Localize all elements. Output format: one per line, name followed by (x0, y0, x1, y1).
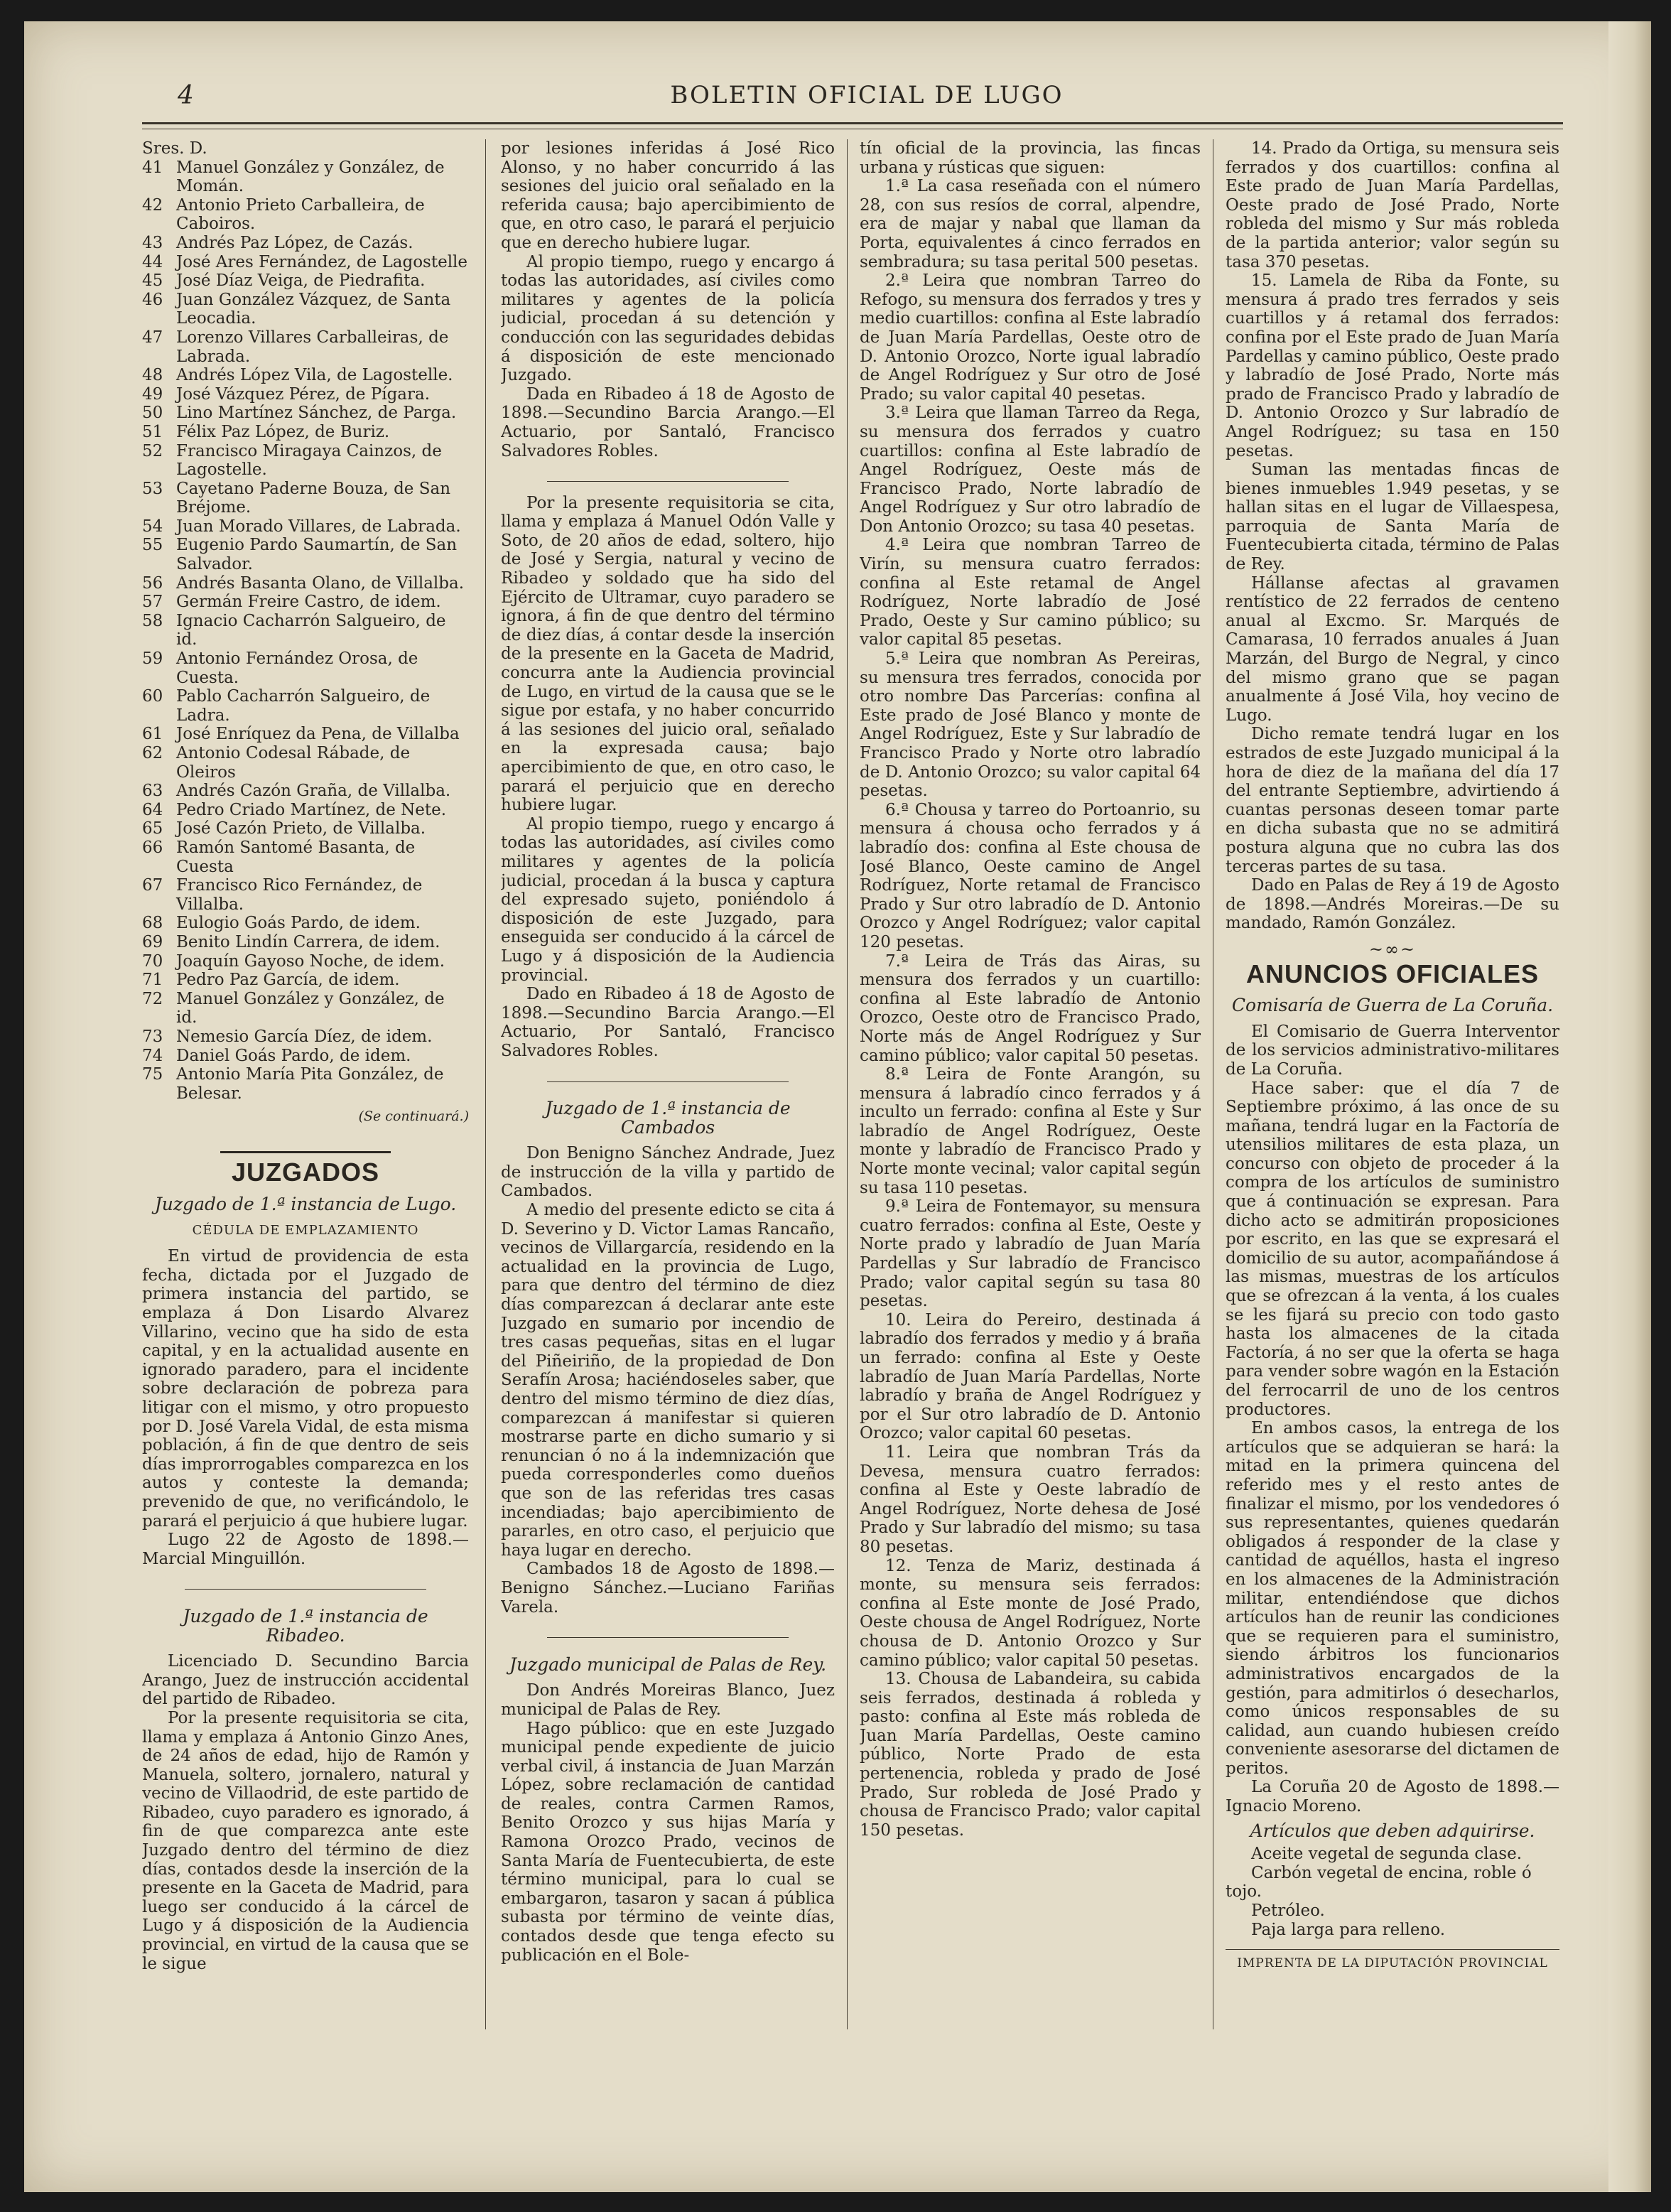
juror-list-item (142, 819, 469, 838)
juror-number: 50 (142, 404, 163, 423)
juror-name: José Ares Fernández, de Lagostelle (176, 252, 468, 271)
notice-rule (501, 468, 835, 487)
juror-number: 75 (142, 1065, 163, 1084)
notice-paragraph: En ambos casos, la entrega de los artículos que se adquieran se hará: la mitad en la primera quincena del referido mes y el resto antes de finalizar el mismo, por los vendedores ó sus representantes, quienes quedarán obligados á responder de la clase y cantidad de aquéllos, hasta el ingreso en los almacenes de la Administración militar, entendiéndose que dichos artículos han de reunir las condiciones que se requieren para el suministro, siendo árbitros los funcionarios administrativos encargados de la gestión, para admitirlos ó desecharlos, como únicos responsables de su calidad, aun cuando hubiesen creído conveniente asesorarse del dictamen de peritos. (1226, 1419, 1559, 1778)
column-2 (501, 139, 835, 2029)
imprint: IMPRENTA DE LA DIPUTACIÓN PROVINCIAL (1237, 1956, 1548, 1971)
property-item: 12. Tenza de Mariz, destinada á monte, su mensura seis ferrados: confina al Este monte de José Prado, Oeste chousa de Angel Rodríguez, Norte chousa de D. Antonio Orozco y Sur camino público; valor capital 50 pesetas. (860, 1556, 1201, 1670)
column-3 (860, 139, 1201, 2029)
separator (142, 1139, 469, 1158)
juror-number: 73 (142, 1027, 163, 1046)
juror-number: 54 (142, 517, 163, 536)
notice-rule (142, 1575, 469, 1595)
notice-paragraph: A medio del presente edicto se cita á D. Severino y D. Victor Lamas Rancaño, vecinos de Villargarcía, residendo en la actualidad en la provincia de Lugo, para que dentro del término de diez días comparezcan á declarar ante este Juzgado en sumario por incendio de tres casas pequeñas, sitas en el lugar del Piñeiriño, de la propiedad de Don Serafín Arosa; haciéndoseles saber, que dentro del mismo término de diez días, comparezcan á manifestar si quieren mostrarse parte en dicho sumario y si renuncian ó no á la indemnización que pueda corresponderles como dueños que son de las referidas tres casas incendiadas; bajo apercibimiento de pararles, en otro caso, el perjuicio que haya lugar en derecho. (501, 1201, 835, 1560)
property-item: 3.ª Leira que llaman Tarreo da Rega, su mensura dos ferrados y cuatro cuartillos: confina al Este labradío de Angel Rodríguez, Oeste más de Francisco Prado, Norte labradío de Angel Rodríguez y Sur otro labradío de Don Antonio Orozco; su tasa 40 pesetas. (860, 404, 1201, 536)
footer-rule (1226, 1949, 1559, 1950)
juror-name: Juan Morado Villares, de Labrada. (176, 517, 461, 536)
notice-paragraph: El Comisario de Guerra Interventor de los servicios administrativo-militares de La Coruña. (1226, 1022, 1559, 1079)
juror-number: 68 (142, 914, 163, 933)
property-item: 13. Chousa de Labandeira, su cabida seis ferrados, destinada á robleda y pasto: confina al Este más robleda de Juan María Pardellas, Oeste camino público, Norte Prado de esta pertenencia, robleda y prado de José Prado, Sur robleda de José Prado y chousa de Francisco Prado; valor capital 150 pesetas. (860, 1670, 1201, 1840)
juror-number: 59 (142, 649, 163, 669)
juror-name: Nemesio García Díez, de idem. (176, 1027, 433, 1046)
notice-paragraph: Por la presente requisitoria se cita, llama y emplaza á Manuel Odón Valle y Soto, de 20 años de edad, soltero, hijo de José y Sergia, natural y vecino de Ribadeo y soldado que ha sido del Ejército de Ultramar, cuyo paradero se ignora, á fin de que dentro del término de diez días, á contar desde la inserción de la presente en la Gaceta de Madrid, concurra ante la Audiencia provincial de Lugo, en virtud de la causa que se le sigue por estafa, y no haber concurrido á las sesiones del juicio oral, señalado en la expresada causa; bajo apercibimiento de que, en otro caso, le parará el perjuicio que en derecho hubiere lugar. (501, 493, 835, 815)
juror-number: 52 (142, 441, 163, 460)
juror-number: 51 (142, 422, 163, 441)
juror-list-item (142, 536, 469, 573)
juror-number: 67 (142, 876, 163, 895)
article-item: Paja larga para relleno. (1251, 1920, 1446, 1939)
juror-name: Ramón Santomé Basanta, de Cuesta (176, 838, 416, 876)
notice-paragraph: Don Andrés Moreiras Blanco, Juez municipal de Palas de Rey. (501, 1681, 835, 1719)
juror-name: Andrés Paz López, de Cazás. (176, 233, 413, 252)
ornament-divider: ~∞~ (1368, 939, 1417, 959)
juror-name: Pablo Cacharrón Salgueiro, de Ladra. (176, 687, 431, 725)
juror-list-item (142, 1047, 469, 1066)
juror-number: 56 (142, 573, 163, 593)
property-item: 15. Lamela de Riba da Fonte, su mensura á prado tres ferrados y seis cuartillos y á retamal dos ferrados: confina por el Este prado de Juan María Pardellas y camino público, Oeste prado y labradío de José Prado, Norte más prado de Francisco Prado y labradío de D. Antonio Orozco y Sur labradío de Angel Rodríguez; su tasa en 150 pesetas. (1226, 271, 1559, 460)
juror-number: 63 (142, 782, 163, 801)
juror-name: Andrés Basanta Olano, de Villalba. (176, 573, 465, 593)
juror-list-item (142, 442, 469, 480)
property-item: 14. Prado da Ortiga, su mensura seis ferrados y dos cuartillos: confina al Este prado de Juan María Pardellas, Oeste prado de José Prado, Norte robleda del mismo y Sur más robleda de la partida anterior; valor según su tasa 370 pesetas. (1226, 139, 1559, 271)
juror-name: Eulogio Goás Pardo, de idem. (176, 914, 421, 933)
court-heading: Comisaría de Guerra de La Coruña. (1231, 995, 1554, 1016)
page-number: 4 (178, 81, 194, 110)
juror-list-item (142, 404, 469, 423)
juror-list-item (142, 725, 469, 744)
juror-name: José Vázquez Pérez, de Pígara. (176, 384, 431, 404)
notice-signature: Cambados 18 de Agosto de 1898.—Benigno Sánchez.—Luciano Fariñas Varela. (501, 1560, 835, 1617)
juror-number: 66 (142, 838, 163, 857)
juror-name: Andrés Cazón Graña, de Villalba. (176, 782, 451, 801)
section-title-juzgados: JUZGADOS (231, 1158, 380, 1187)
juror-number: 64 (142, 800, 163, 819)
juror-list-item (142, 971, 469, 990)
juror-name: Lorenzo Villares Carballeiras, de Labrada. (176, 328, 449, 366)
property-item: 6.ª Chousa y tarreo do Portoanrio, su mensura á chousa ocho ferrados y á labradío dos: confina al Este chousa de José Blanco, Oeste camino de Angel Rodríguez, Norte retamal de Francisco Prado y Sur otro labradío de D. Antonio Orozco y Angel Rodríguez; valor capital 120 pesetas. (860, 800, 1201, 951)
juror-number: 41 (142, 158, 163, 177)
juror-number: 62 (142, 744, 163, 762)
juror-list-item (142, 801, 469, 820)
juror-list-item (142, 838, 469, 876)
juror-list-item (142, 914, 469, 933)
court-heading: Juzgado de 1.ª instancia de Ribadeo. (183, 1605, 428, 1646)
juror-name: Ignacio Cacharrón Salgueiro, de id. (176, 611, 446, 649)
juror-list-item (142, 196, 469, 234)
notice-signature: Lugo 22 de Agosto de 1898.—Marcial Minguillón. (142, 1531, 469, 1568)
juror-list-item (142, 158, 469, 196)
juror-name: Antonio Codesal Rábade, de Oleiros (176, 744, 411, 782)
juror-list-item (142, 234, 469, 253)
notice-paragraph: tín oficial de la provincia, las fincas urbana y rústicas que siguen: (860, 139, 1201, 177)
juror-list-item (142, 366, 469, 385)
juror-number: 74 (142, 1046, 163, 1065)
juror-number: 43 (142, 233, 163, 252)
juror-number: 55 (142, 536, 163, 555)
juror-list-item (142, 687, 469, 725)
juror-name: Antonio Prieto Carballeira, de Caboiros. (176, 195, 425, 234)
juror-name: José Cazón Prieto, de Villalba. (176, 819, 426, 838)
notice-signature: Dado en Ribadeo á 18 de Agosto de 1898.—Secundino Barcia Arango.—El Actuario, Por Santaló, Francisco Salvadores Robles. (501, 985, 835, 1060)
notice-paragraph: Por la presente requisitoria se cita, llama y emplaza á Antonio Ginzo Anes, de 24 años de edad, hijo de Ramón y Manuela, soltero, jornalero, natural y vecino de Villaodrid, de este partido de Ribadeo, cuyo paradero es ignorado, á fin de que comparezca ante este Juzgado dentro del término de diez días, contados desde la inserción de la presente en la Gaceta de Madrid, para luego ser conducido á la cárcel de Lugo y á disposición de la Audiencia provincial, en virtud de la causa que se le sigue (142, 1708, 469, 1973)
property-item: 4.ª Leira que nombran Tarreo de Virín, su mensura cuatro ferrados: confina al Este retamal de Angel Rodríguez, Norte labradío de José Prado, Oeste y Sur camino público; su valor capital 85 pesetas. (860, 536, 1201, 649)
juror-list-item (142, 271, 469, 291)
juror-name: Manuel González y González, de Momán. (176, 158, 445, 196)
juror-name: Manuel González y González, de id. (176, 989, 445, 1027)
juror-list-item (142, 876, 469, 914)
property-item: 5.ª Leira que nombran As Pereiras, su mensura tres ferrados, conocida por otro nombre Das Parcerías: confina al Este prado de José Blanco y monte de Angel Rodríguez, Este y Sur labradío de Francisco Prado y Norte otro labradío de D. Antonio Orozco; su valor capital 64 pesetas. (860, 649, 1201, 801)
juror-list-item (142, 744, 469, 782)
juror-name: Pedro Criado Martínez, de Nete. (176, 800, 447, 819)
juror-name: Félix Paz López, de Buriz. (176, 422, 390, 441)
header-rule (142, 122, 1563, 129)
property-item: 9.ª Leira de Fontemayor, su mensura cuatro ferrados: confina al Este, Oeste y Norte prado y labradío de Juan María Pardellas y Sur labradío de Francisco Prado; valor capital según su tasa 80 pesetas. (860, 1197, 1201, 1311)
juror-list-item (142, 952, 469, 971)
article-item: Petróleo. (1251, 1901, 1325, 1921)
juror-list (142, 158, 469, 1104)
juror-name: Eugenio Pardo Saumartín, de San Salvador. (176, 536, 458, 574)
binding-edge (1608, 21, 1651, 2192)
juror-list-item (142, 1065, 469, 1103)
juror-list-item (142, 253, 469, 272)
juror-list-item (142, 385, 469, 404)
juror-name: Daniel Goás Pardo, de idem. (176, 1046, 411, 1065)
court-heading: Juzgado de 1.ª instancia de Lugo. (154, 1194, 457, 1215)
property-item: 1.ª La casa reseñada con el número 28, con sus resíos de corral, alpendre, era de majar y nabal que llaman da Porta, equivalentes á cinco ferrados en sembradura; su tasa perital 500 pesetas. (860, 177, 1201, 271)
notice-paragraph: Suman las mentadas fincas de bienes inmuebles 1.949 pesetas, y se hallan sitas en el lugar de Villaespesa, parroquia de Santa María de Fuentecubierta citada, término de Palas de Rey. (1226, 460, 1559, 574)
notice-paragraph: Hago público: que en este Juzgado municipal pende expediente de juicio verbal civil, á instancia de Juan Marzán López, sobre reclamación de cantidad de reales, contra Carmen Ramos, Benito Orozco y sus hijas María y Ramona Orozco Prado, vecinos de Santa María de Fuentecubierta, de este término municipal, para lo cual se embargaron, tasaron y sacan á pública subasta por término de veinte días, contados desde que tenga efecto su publicación en el Bole- (501, 1719, 835, 1965)
column-1 (142, 139, 469, 2029)
juror-list-item (142, 612, 469, 649)
page-title: BOLETIN OFICIAL DE LUGO (670, 81, 1064, 109)
property-item: 2.ª Leira que nombran Tarreo do Refogo, su mensura dos ferrados y tres y medio cuartillos: confina al Este labradío de Juan María Pardellas, Oeste otro de D. Antonio Orozco, Norte igual labradío de Angel Rodríguez y Sur otro de José Prado; su valor capital 40 pesetas. (860, 271, 1201, 404)
juror-name: Joaquín Gayoso Noche, de idem. (176, 951, 445, 971)
page-header (142, 77, 1591, 119)
juror-name: Francisco Miragaya Cainzos, de Lagostelle. (176, 441, 442, 480)
property-item: 8.ª Leira de Fonte Arangón, su mensura á labradío cinco ferrados y á inculto un ferrado: confina al Este y Sur labradío de Angel Rodríguez, Oeste monte y labradío de Francisco Prado y Norte monte vecinal; valor capital según su tasa 110 pesetas. (860, 1065, 1201, 1197)
property-item: 7.ª Leira de Trás das Airas, su mensura dos ferrados y un cuartillo: confina al Este labradío de Antonio Orozco, Oeste otro de Francisco Prado, Norte más de Angel Rodríguez y Sur camino público; valor capital 50 pesetas. (860, 951, 1201, 1065)
notice-paragraph: por lesiones inferidas á José Rico Alonso, y no haber concurrido á las sesiones del juicio oral señalado en la referida causa; bajo apercibimiento de que, en otro caso, le parará el perjuicio que en derecho hubiere lugar. (501, 139, 835, 252)
juror-name: Cayetano Paderne Bouza, de San Bréjome. (176, 479, 451, 517)
notice-paragraph: Licenciado D. Secundino Barcia Arango, Juez de instrucción accidental del partido de Ribadeo. (142, 1652, 469, 1709)
notice-signature: Dada en Ribadeo á 18 de Agosto de 1898.—Secundino Barcia Arango.—El Actuario, por Santaló, Francisco Salvadores Robles. (501, 384, 835, 460)
juror-name: José Enríquez da Pena, de Villalba (176, 725, 460, 744)
juror-number: 60 (142, 687, 163, 706)
continued-note: (Se continuará.) (358, 1108, 469, 1125)
notice-signature: Dado en Palas de Rey á 19 de Agosto de 1898.—Andrés Moreiras.—De su mandado, Ramón González. (1226, 876, 1559, 933)
juror-name: Antonio Fernández Orosa, de Cuesta. (176, 649, 418, 687)
juror-name: Germán Freire Castro, de idem. (176, 593, 441, 612)
juror-list-item (142, 423, 469, 442)
notice-paragraph: Hace saber: que el día 7 de Septiembre próximo, á las once de su mañana, tendrá lugar en la Factoría de utensilios militares de esta plaza, un concurso con objeto de proceder á la compra de los artículos de suministro que á continuación se expresan. Para dicho acto se admitirán proposiciones por escrito, en las que se expresará el domicilio de su autor, acompañándose á las mismas, muestras de los artículos que se ofrezcan á la venta, á los cuales se les fijará su precio con todo gasto hasta los almacenes de la citada Factoría, á no ser que la oferta se haga para vender sobre wagón en la Estación del ferrocarril de uno de los centros productores. (1226, 1079, 1559, 1419)
notice-paragraph: Dicho remate tendrá lugar en los estrados de este Juzgado municipal á la hora de diez de la mañana del día 17 del entrante Septiembre, advirtiendo á cuantas personas deseen tomar parte en dicha subasta que no se admitirá postura alguna que no cubra las dos terceras partes de su tasa. (1226, 725, 1559, 876)
article-item: Carbón vegetal de encina, roble ó tojo. (1226, 1863, 1532, 1901)
juror-number: 47 (142, 328, 163, 347)
column-rule (847, 139, 848, 2029)
notice-paragraph: Al propio tiempo, ruego y encargo á todas las autoridades, así civiles como militares y agentes de la policía judicial, procedan á su detención y conducción con las seguridades debidas á disposición de este mencionado Juzgado. (501, 252, 835, 385)
juror-number: 48 (142, 366, 163, 385)
juror-list-item (142, 1027, 469, 1047)
juror-list-item (142, 933, 469, 952)
notice-signature: La Coruña 20 de Agosto de 1898.—Ignacio Moreno. (1226, 1778, 1559, 1816)
court-heading: Juzgado municipal de Palas de Rey. (509, 1653, 827, 1675)
juror-name: Antonio María Pita González, de Belesar. (176, 1065, 444, 1103)
juror-list-item (142, 990, 469, 1027)
articles-heading: Artículos que deben adquirirse. (1250, 1820, 1535, 1841)
juror-name: Andrés López Vila, de Lagostelle. (176, 366, 453, 385)
notice-rule (501, 1624, 835, 1643)
section-title-anuncios: ANUNCIOS OFICIALES (1245, 959, 1539, 988)
juror-number: 72 (142, 989, 163, 1008)
juror-number: 49 (142, 384, 163, 404)
juror-list-item (142, 517, 469, 536)
articles-list (1226, 1845, 1559, 1939)
juror-list-item (142, 328, 469, 366)
property-item: 11. Leira que nombran Trás da Devesa, mensura cuatro ferrados: confina al Este y Oeste labradío de Angel Rodríguez, Norte dehesa de José Prado y Sur labradío del mismo; su tasa 80 pesetas. (860, 1442, 1201, 1556)
juror-number: 70 (142, 951, 163, 971)
juror-list-item (142, 574, 469, 593)
juror-number: 57 (142, 593, 163, 612)
juror-number: 71 (142, 971, 163, 990)
juror-name: Lino Martínez Sánchez, de Parga. (176, 404, 457, 423)
column-4 (1226, 139, 1559, 2029)
juror-list-item (142, 291, 469, 328)
juror-list-item (142, 593, 469, 612)
juror-list-item (142, 649, 469, 687)
article-item: Aceite vegetal de segunda clase. (1251, 1845, 1523, 1864)
notice-subtitle: CÉDULA DE EMPLAZAMIENTO (192, 1222, 419, 1238)
notice-paragraph: Hállanse afectas al gravamen rentístico de 22 ferrados de centeno anual al Excmo. Sr. Marqués de Camarasa, 10 ferrados anuales á Juan Marzán, del Burgo de Negral, y cinco del mismo grano que se pagan anualmente á José Vila, hoy vecino de Lugo. (1226, 573, 1559, 725)
juror-number: 65 (142, 819, 163, 838)
juror-name: José Díaz Veiga, de Piedrafita. (176, 271, 426, 291)
juror-number: 44 (142, 252, 163, 271)
juror-number: 46 (142, 290, 163, 309)
juror-number: 42 (142, 195, 163, 215)
juror-number: 61 (142, 725, 163, 744)
court-heading: Juzgado de 1.ª instancia de Cambados (545, 1098, 791, 1138)
juror-name: Pedro Paz García, de idem. (176, 971, 400, 990)
juror-list-item (142, 480, 469, 517)
juror-number: 45 (142, 271, 163, 291)
notice-paragraph: En virtud de providencia de esta fecha, dictada por el Juzgado de primera instancia del partido, se emplaza á Don Lisardo Alvarez Villarino, vecino que ha sido de esta capital, y en la actualidad ausente en ignorado paradero, para el incidente sobre declaración de pobreza para litigar con el mismo, y otro propuesto por D. José Varela Vidal, de esta misma población, á fin de que dentro de seis días improrrogables comparezca en los autos y conteste la demanda; prevenido de que, no verificándolo, le parará el perjuicio á que hubiere lugar. (142, 1247, 469, 1531)
column-rule (485, 139, 486, 2029)
notice-paragraph: Al propio tiempo, ruego y encargo á todas las autoridades, así civiles como militares y agentes de la policía judicial, procedan á la busca y captura del expresado sujeto, poniéndolo á disposición de este Juzgado, para enseguida ser conducido á la cárcel de Lugo y á disposición de la Audiencia provincial. (501, 814, 835, 985)
notice-paragraph: Don Benigno Sánchez Andrade, Juez de instrucción de la villa y partido de Cambados. (501, 1144, 835, 1201)
property-item: 10. Leira do Pereiro, destinada á labradío dos ferrados y medio y á braña un ferrado: confina al Este y Oeste labradío de Juan María Pardellas, Norte labradío y braña de Angel Rodríguez y por el Sur otro labradío de D. Antonio Orozco; valor capital 60 pesetas. (860, 1310, 1201, 1443)
juror-name: Benito Lindín Carrera, de idem. (176, 932, 440, 951)
notice-rule (501, 1068, 835, 1087)
list-heading: Sres. D. (142, 139, 207, 158)
juror-name: Juan González Vázquez, de Santa Leocadia. (176, 290, 451, 328)
juror-name: Francisco Rico Fernández, de Villalba. (176, 876, 423, 914)
juror-list-item (142, 782, 469, 801)
juror-number: 58 (142, 611, 163, 630)
juror-number: 53 (142, 479, 163, 498)
juror-number: 69 (142, 932, 163, 951)
